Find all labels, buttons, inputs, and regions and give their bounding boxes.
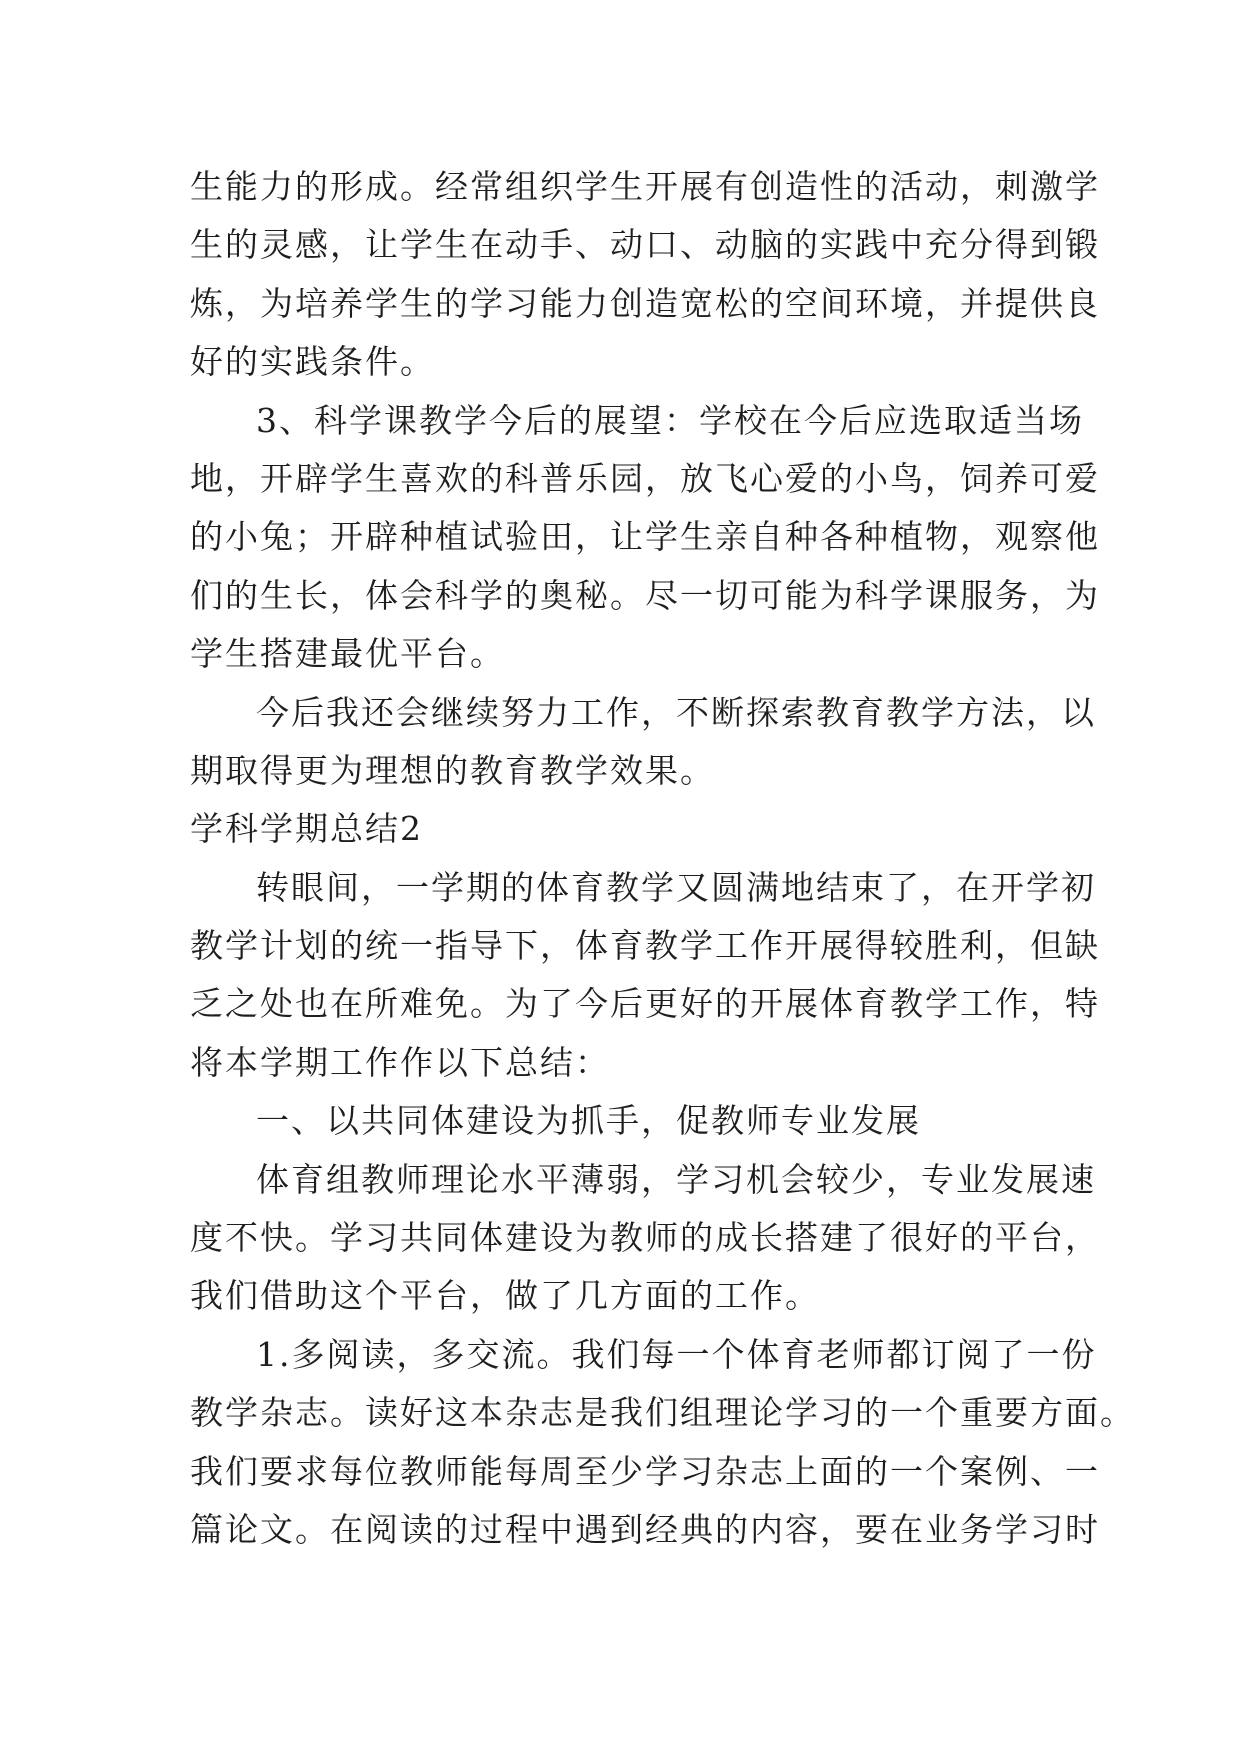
text-line: 度不快。学习共同体建设为教师的成长搭建了很好的平台，	[190, 1218, 1100, 1258]
paragraph-start-line: 今后我还会继续努力工作，不断探索教育教学方法，以	[256, 692, 1096, 732]
text-line: 地，开辟学生喜欢的科普乐园，放飞心爱的小鸟，饲养可爱	[190, 458, 1100, 498]
paragraph-start-line: 转眼间，一学期的体育教学又圆满地结束了，在开学初	[256, 867, 1096, 907]
text-line: 的小兔；开辟种植试验田，让学生亲自种各种植物，观察他	[190, 517, 1100, 557]
paragraph-start-line: 3、科学课教学今后的展望：学校在今后应选取适当场	[256, 400, 1084, 440]
text-line: 教学杂志。读好这本杂志是我们组理论学习的一个重要方面。	[190, 1393, 1135, 1433]
text-line: 将本学期工作作以下总结：	[190, 1042, 610, 1082]
text-line: 教学计划的统一指导下，体育教学工作开展得较胜利，但缺	[190, 926, 1100, 966]
paragraph-start-line: 体育组教师理论水平薄弱，学习机会较少，专业发展速	[256, 1159, 1096, 1199]
section-heading: 学科学期总结2	[190, 809, 423, 849]
text-line: 炼，为培养学生的学习能力创造宽松的空间环境，并提供良	[190, 283, 1100, 323]
document-body	[190, 158, 1135, 1559]
text-line: 学生搭建最优平台。	[190, 634, 505, 674]
text-line: 们的生长，体会科学的奥秘。尽一切可能为科学课服务，为	[190, 575, 1100, 615]
text-line: 乏之处也在所难免。为了今后更好的开展体育教学工作，特	[190, 984, 1100, 1024]
subsection-heading: 一、以共同体建设为抓手，促教师专业发展	[256, 1101, 921, 1141]
paragraph-start-line: 1.多阅读，多交流。我们每一个体育老师都订阅了一份	[256, 1334, 1097, 1374]
text-line: 我们要求每位教师能每周至少学习杂志上面的一个案例、一	[190, 1451, 1100, 1491]
text-line: 生能力的形成。经常组织学生开展有创造性的活动，刺激学	[190, 167, 1100, 206]
text-line: 生的灵感，让学生在动手、动口、动脑的实践中充分得到锻	[190, 225, 1100, 265]
text-line: 期取得更为理想的教育教学效果。	[190, 750, 715, 790]
text-line: 我们借助这个平台，做了几方面的工作。	[190, 1276, 820, 1316]
text-line: 好的实践条件。	[190, 342, 435, 382]
text-line: 篇论文。在阅读的过程中遇到经典的内容，要在业务学习时	[190, 1509, 1100, 1549]
